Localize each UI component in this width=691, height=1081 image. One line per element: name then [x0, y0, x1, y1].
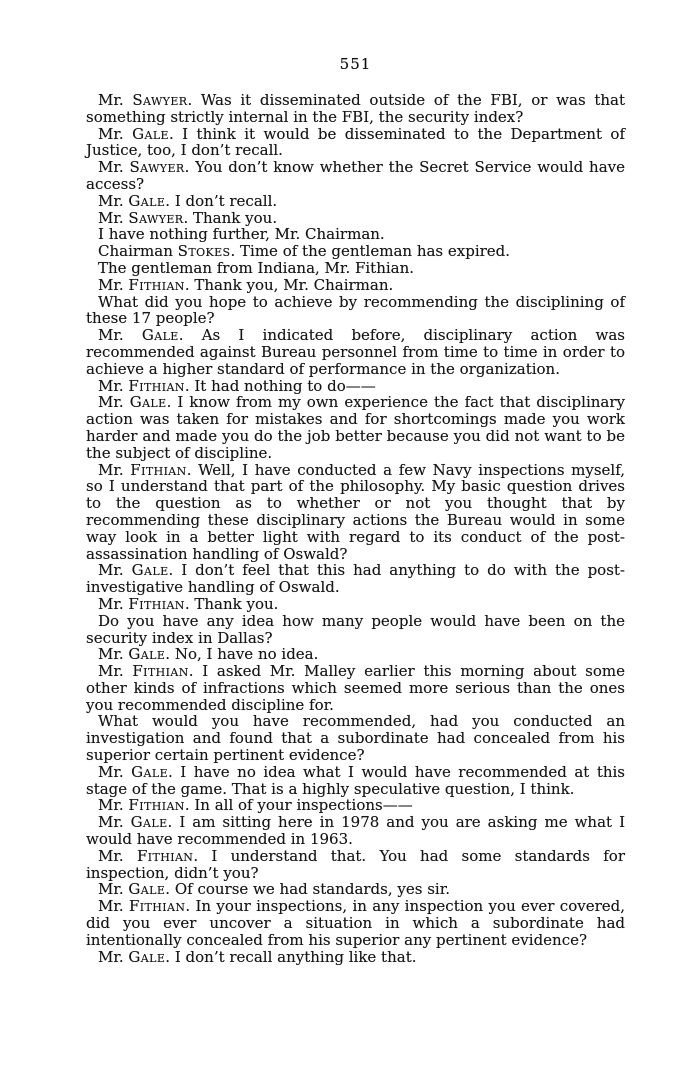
- paragraph-text: . Thank you.: [183, 208, 278, 227]
- transcript-paragraph: [86, 797, 625, 814]
- transcript-paragraph: [86, 277, 625, 294]
- paragraph-text: . I know from my own experience the fact that disciplinary action was taken for mistakes and for shortcomings made you work harder and made you do the job better because you did not want to be the subject of discipline.: [86, 393, 626, 462]
- paragraph-text: . Well, I have conducted a few Navy inspections myself, so I understand that part of the philosophy. My basic question drives to the question as to whether or not you thought that by recommending these disciplinary actions the Bureau would in some way look in a better light with regard to its conduct of the post-assassination handling of Oswald?: [86, 460, 625, 563]
- speaker-name: Gale: [128, 645, 166, 664]
- paragraph-text: . I am sitting here in 1978 and you are asking me what I would have recommended in 1963.: [86, 813, 626, 849]
- speaker-prefix: Mr.: [98, 191, 129, 210]
- speaker-name: Gale: [130, 813, 168, 832]
- paragraph-text: What did you hope to achieve by recommending the disciplining of these 17 people?: [86, 292, 625, 328]
- transcript-paragraph: [86, 898, 625, 948]
- paragraph-text: . It had nothing to do——: [184, 376, 376, 395]
- speaker-prefix: Mr.: [98, 796, 129, 815]
- speaker-name: Sawyer: [132, 91, 188, 109]
- speaker-name: Gale: [141, 326, 179, 345]
- transcript-paragraph: [86, 596, 625, 613]
- paragraph-text: . In your inspections, in any inspection you ever covered, did you ever uncover a situation in which a subordinate had intentionally concealed from his superior any pertinent evidence?: [86, 897, 625, 949]
- speaker-name: Fithian: [128, 796, 185, 815]
- speaker-name: Fithian: [130, 460, 187, 479]
- speaker-name: Fithian: [132, 662, 189, 681]
- speaker-prefix: Mr.: [98, 91, 133, 109]
- transcript-paragraph: [86, 92, 625, 126]
- paragraph-text: What would you have recommended, had you conducted an investigation and found that a subordinate had concealed from his superior certain pertinent evidence?: [86, 712, 625, 765]
- transcript-paragraph: [86, 462, 625, 563]
- speaker-name: Gale: [128, 191, 166, 210]
- speaker-name: Gale: [131, 561, 169, 580]
- speaker-name: Fithian: [136, 846, 194, 865]
- speaker-name: Fithian: [129, 897, 186, 916]
- paragraph-text: . I don’t recall anything like that.: [165, 947, 417, 966]
- transcript-paragraph: [86, 193, 625, 210]
- speaker-name: Sawyer: [128, 208, 184, 227]
- transcript-body: [86, 92, 625, 965]
- paragraph-text: . I have no idea what I would have recommended at this stage of the game. That is a highly speculative question, I think.: [86, 762, 625, 798]
- transcript-paragraph: [86, 210, 625, 227]
- speaker-name: Gale: [129, 393, 167, 412]
- transcript-paragraph: [86, 613, 625, 647]
- speaker-name: Stokes: [177, 242, 231, 261]
- paragraph-text: . Thank you, Mr. Chairman.: [184, 275, 394, 294]
- speaker-name: Gale: [132, 124, 169, 143]
- transcript-paragraph: [86, 713, 625, 763]
- speaker-prefix: Mr.: [98, 662, 133, 681]
- speaker-prefix: Mr.: [98, 846, 137, 865]
- speaker-name: Fithian: [128, 594, 185, 613]
- transcript-paragraph: [86, 663, 625, 713]
- speaker-prefix: Mr.: [98, 594, 129, 613]
- transcript-paragraph: [86, 327, 625, 377]
- transcript-paragraph: [86, 159, 625, 193]
- paragraph-text: . I understand that. You had some standards for inspection, didn’t you?: [86, 846, 626, 882]
- speaker-prefix: Mr.: [98, 762, 132, 781]
- page-number: 551: [339, 55, 372, 73]
- speaker-prefix: Mr.: [98, 897, 129, 916]
- transcript-paragraph: [86, 881, 625, 898]
- speaker-prefix: Mr.: [98, 645, 129, 664]
- paragraph-text: . You don’t know whether the Secret Service would have access?: [86, 158, 625, 193]
- speaker-prefix: Mr.: [98, 393, 130, 412]
- speaker-prefix: Mr.: [98, 460, 131, 479]
- speaker-prefix: Mr.: [98, 947, 129, 966]
- transcript-paragraph: [86, 394, 625, 461]
- speaker-name: Fithian: [128, 275, 185, 294]
- paragraph-text: . Thank you.: [184, 594, 279, 613]
- paragraph-text: The gentleman from Indiana, Mr. Fithian.: [98, 258, 415, 277]
- transcript-paragraph: [86, 949, 625, 966]
- paragraph-text: . Was it disseminated outside of the FBI, or was that something strictly internal in the FBI, the security index?: [86, 91, 626, 126]
- speaker-prefix: Mr.: [98, 880, 129, 899]
- paragraph-text: . Of course we had standards, yes sir.: [165, 880, 450, 899]
- speaker-prefix: Chairman: [98, 242, 178, 261]
- paragraph-text: . Time of the gentleman has expired.: [230, 242, 511, 261]
- paragraph-text: . As I indicated before, disciplinary action was recommended against Bureau personnel from time to time in order to achieve a higher standard of performance in the organization.: [86, 326, 626, 378]
- transcript-paragraph: [86, 562, 625, 596]
- speaker-prefix: Mr.: [98, 561, 132, 580]
- transcript-paragraph: [86, 226, 625, 243]
- transcript-paragraph: [86, 646, 625, 663]
- transcript-paragraph: [86, 243, 625, 260]
- speaker-prefix: Mr.: [98, 326, 142, 345]
- paragraph-text: . I don’t recall.: [165, 191, 278, 210]
- transcript-paragraph: [86, 260, 625, 277]
- speaker-name: Fithian: [128, 376, 185, 395]
- speaker-name: Gale: [128, 880, 166, 899]
- speaker-prefix: Mr.: [98, 124, 133, 143]
- paragraph-text: . I asked Mr. Malley earlier this morning about some other kinds of infractions which seemed more serious than the ones you recommended discipline for.: [86, 662, 625, 714]
- paragraph-text: I have nothing further, Mr. Chairman.: [98, 225, 385, 244]
- speaker-prefix: Mr.: [98, 376, 129, 395]
- transcript-paragraph: [86, 378, 625, 395]
- transcript-paragraph: [86, 814, 625, 848]
- speaker-name: Gale: [128, 947, 166, 966]
- paragraph-text: . In all of your inspections——: [184, 796, 413, 815]
- speaker-name: Sawyer: [129, 158, 185, 177]
- speaker-name: Gale: [131, 762, 169, 781]
- transcript-paragraph: [86, 848, 625, 882]
- speaker-prefix: Mr.: [98, 158, 130, 177]
- paragraph-text: Do you have any idea how many people would have been on the security index in Dallas?: [86, 611, 625, 647]
- paragraph-text: . No, I have no idea.: [165, 645, 319, 664]
- transcript-paragraph: [86, 764, 625, 798]
- speaker-prefix: Mr.: [98, 208, 129, 227]
- paragraph-text: . I don’t feel that this had anything to do with the post-investigative handling of Oswald.: [86, 561, 625, 597]
- paragraph-text: . I think it would be disseminated to the Department of Justice, too, I don’t recall.: [86, 124, 625, 160]
- transcript-paragraph: [86, 126, 625, 160]
- speaker-prefix: Mr.: [98, 275, 129, 294]
- speaker-prefix: Mr.: [98, 813, 131, 832]
- transcript-paragraph: [86, 294, 625, 328]
